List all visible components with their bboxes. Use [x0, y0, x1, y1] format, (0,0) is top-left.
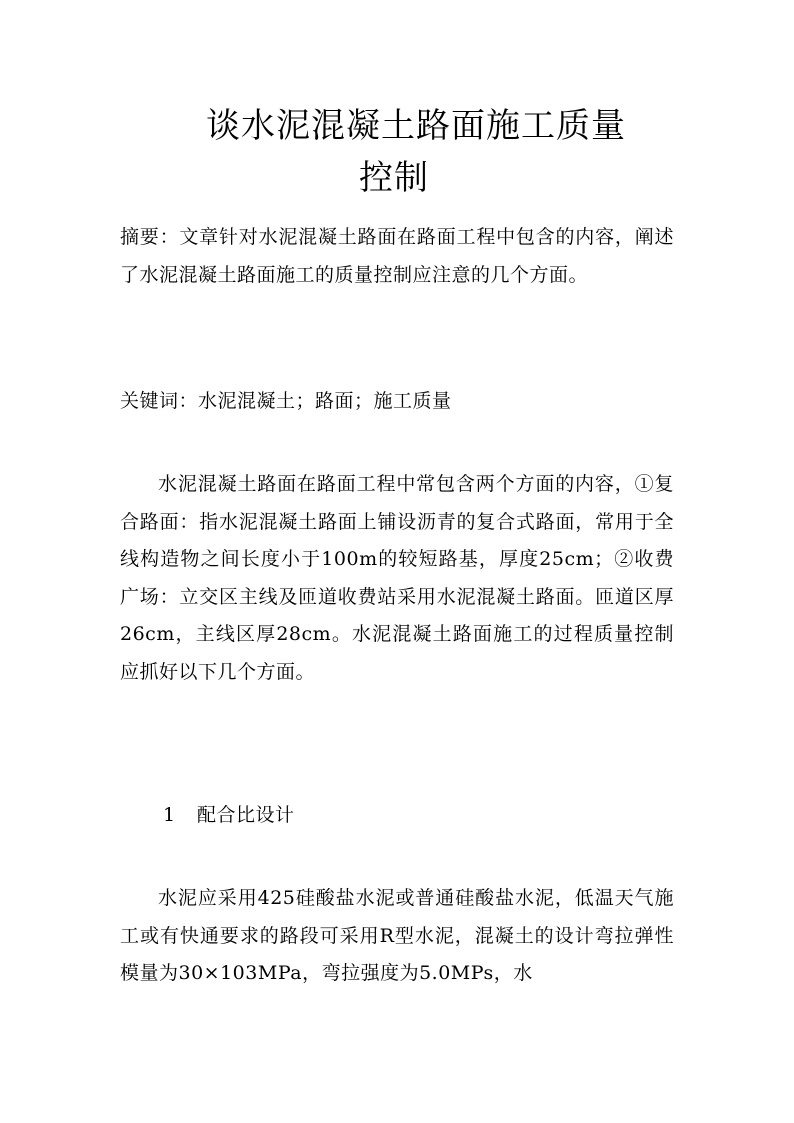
- body-paragraph-mix-design: 水泥应采用425硅酸盐水泥或普通硅酸盐水泥，低温天气施工或有快通要求的路段可采用R型水泥，混凝土的设计弯拉弹性模量为30×103MPa，弯拉强度为5.0MPs，水: [120, 887, 674, 984]
- section-heading: [163, 797, 295, 835]
- section-number: 1: [163, 804, 176, 826]
- abstract-paragraph: 摘要：文章针对水泥混凝土路面在路面工程中包含的内容，阐述了水泥混凝土路面施工的质量控制应注意的几个方面。: [120, 226, 674, 286]
- title-line-1: 谈水泥混凝土路面施工质量: [206, 106, 626, 146]
- body-paragraph-intro: 水泥混凝土路面在路面工程中常包含两个方面的内容，①复合路面：指水泥混凝土路面上铺设沥青的复合式路面，常用于全线构造物之间长度小于100m的较短路基，厚度25cm；②收费广场：立交区主线及匝道收费站采用水泥混凝土路面。匝道区厚26cm，主线区厚28cm。水泥混凝土路面施工的过程质量控制应抓好以下几个方面。: [120, 473, 674, 683]
- keywords-line: 关键词：水泥混凝土；路面；施工质量: [120, 390, 452, 412]
- title-line-2: 控制: [359, 158, 429, 198]
- section-title: 配合比设计: [197, 804, 295, 826]
